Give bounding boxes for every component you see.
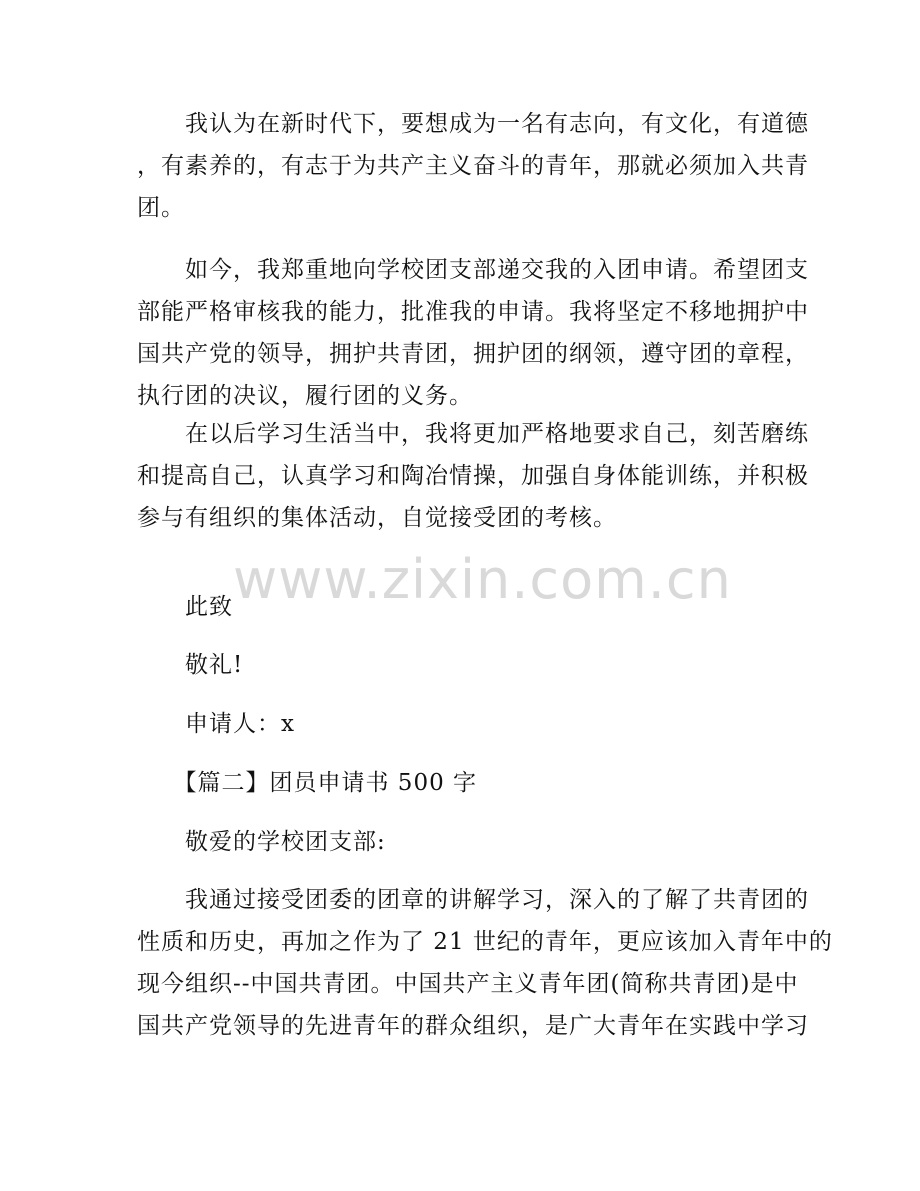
paragraph-application xyxy=(137,249,809,417)
text-line: 此致 xyxy=(137,594,233,620)
paragraph-commitment xyxy=(137,413,809,539)
closing-regards xyxy=(137,644,787,686)
text-line: 团。 xyxy=(137,195,185,221)
text-line: 执行团的决议，履行团的义务。 xyxy=(137,383,473,409)
section-heading xyxy=(137,762,787,804)
applicant-signature xyxy=(137,703,787,745)
text-line: 国共产党的领导，拥护共青团，拥护团的纲领，遵守团的章程， xyxy=(137,341,809,367)
text-line: 敬礼! xyxy=(137,652,244,678)
text-line: 国共产党领导的先进青年的群众组织，是广大青年在实践中学习 xyxy=(137,1013,809,1039)
text-line: 在以后学习生活当中，我将更加严格地要求自己，刻苦磨练 xyxy=(137,421,809,447)
text-line: 现今组织--中国共青团。中国共产主义青年团(简称共青团)是中 xyxy=(137,971,799,997)
text-line: 部能严格审核我的能力，批准我的申请。我将坚定不移地拥护中 xyxy=(137,299,809,325)
text-line: 和提高自己，认真学习和陶冶情操，加强自身体能训练，并积极 xyxy=(137,463,809,489)
watermark: www.zixin.com.cn xyxy=(233,548,732,611)
text-line: 我认为在新时代下，要想成为一名有志向，有文化，有道德 xyxy=(137,111,809,137)
letter-greeting xyxy=(137,821,787,863)
text-line: 如今，我郑重地向学校团支部递交我的入团申请。希望团支 xyxy=(137,257,809,283)
text-line: 申请人：x xyxy=(137,711,295,737)
paragraph-aspiration xyxy=(137,103,809,229)
text-line: 【篇二】团员申请书 500 字 xyxy=(137,770,478,796)
paragraph-letter-body xyxy=(137,879,833,1047)
text-line: 性质和历史，再加之作为了 21 世纪的青年，更应该加入青年中的 xyxy=(137,929,833,955)
text-line: ，有素养的，有志于为共产主义奋斗的青年，那就必须加入共青 xyxy=(137,153,809,179)
text-line: 我通过接受团委的团章的讲解学习，深入的了解了共青团的 xyxy=(137,887,809,913)
text-line: 参与有组织的集体活动，自觉接受团的考核。 xyxy=(137,505,617,531)
text-line: 敬爱的学校团支部: xyxy=(137,829,386,855)
